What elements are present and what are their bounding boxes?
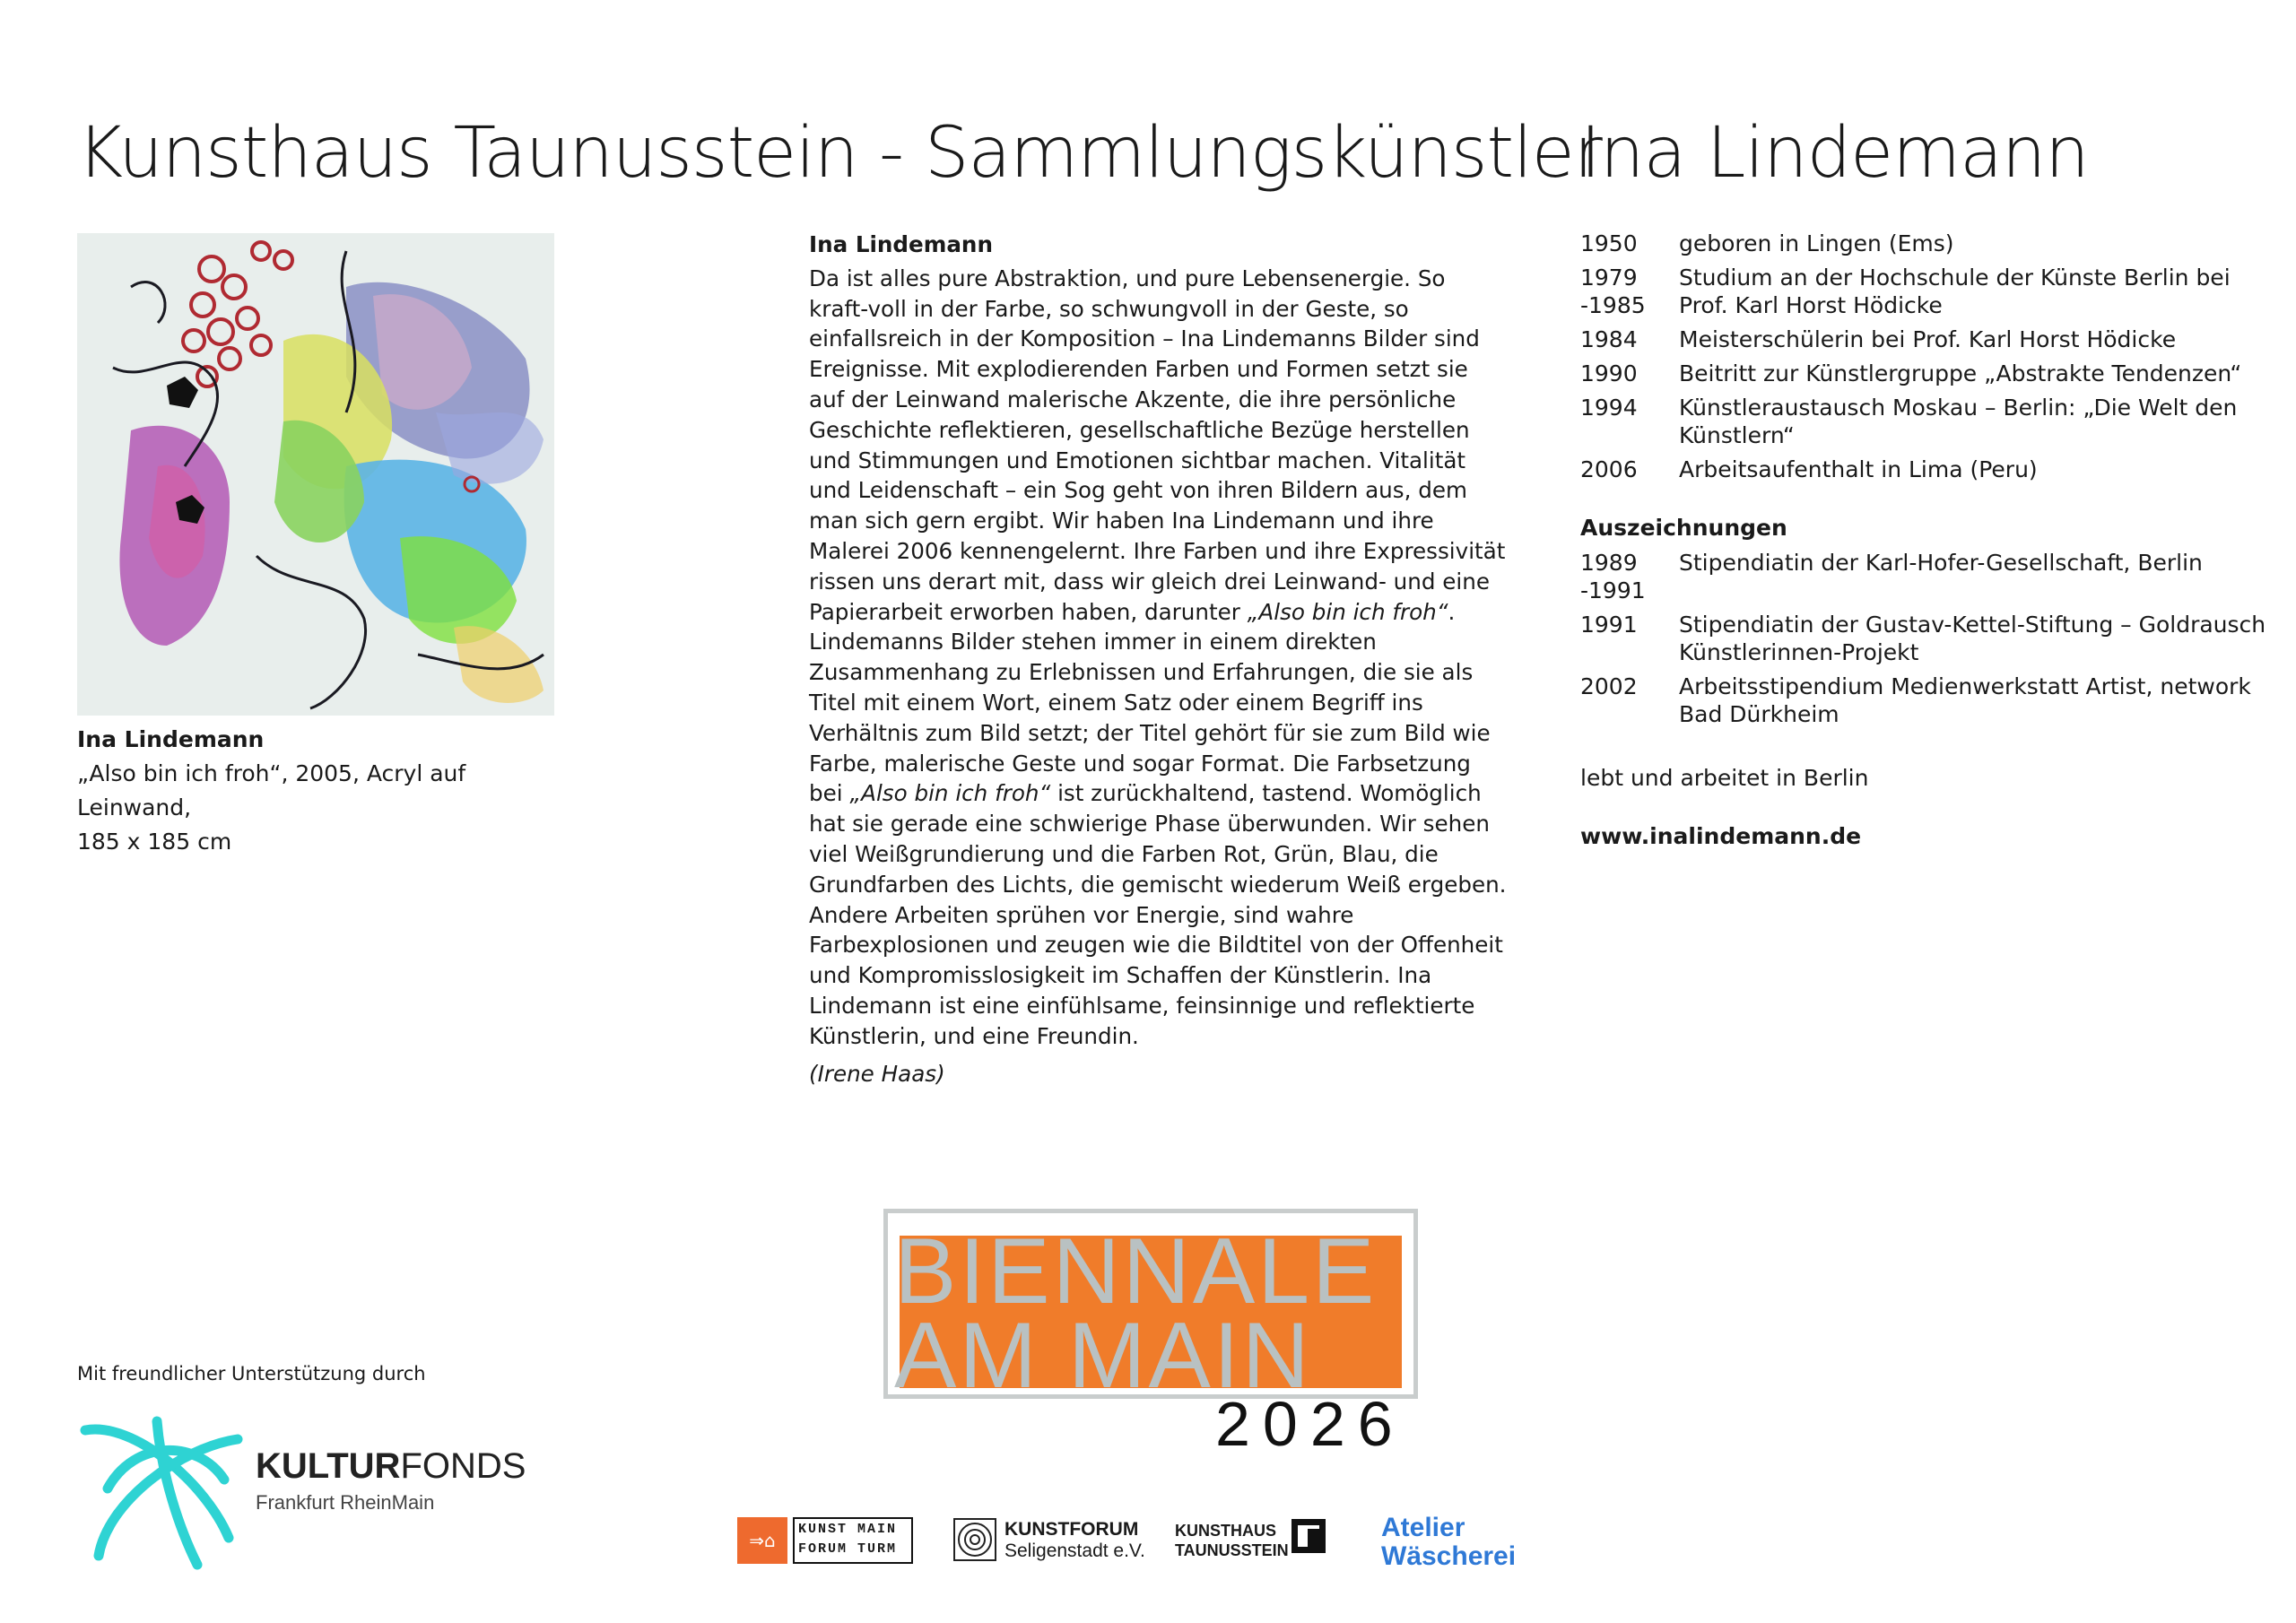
artwork-image xyxy=(77,233,554,716)
bio-year: 2006 xyxy=(1580,456,1638,482)
bio-row xyxy=(1580,230,2280,257)
bio-year: 1994 xyxy=(1580,395,1638,421)
biennale-logo xyxy=(883,1209,1422,1459)
kulturfonds-name: KULTURFONDS xyxy=(256,1446,526,1486)
bio-row xyxy=(1580,673,2280,728)
bio-text: Arbeitsaufenthalt in Lima (Peru) xyxy=(1679,456,2038,482)
bio-row xyxy=(1580,264,2280,319)
bio-year: 1989 -1991 xyxy=(1580,550,1646,603)
kunstmain-logo xyxy=(737,1514,917,1567)
bio-text: geboren in Lingen (Ems) xyxy=(1679,230,1954,256)
bio-year: 1984 xyxy=(1580,326,1638,352)
bio-row xyxy=(1580,360,2280,387)
kulturfonds-logo xyxy=(72,1403,526,1574)
bio-text: Stipendiatin der Karl-Hofer-Gesellschaft, Berlin xyxy=(1679,550,2203,576)
support-note: Mit freundlicher Unterstützung durch xyxy=(77,1363,426,1384)
kulturfonds-sub: Frankfurt RheinMain xyxy=(256,1491,435,1514)
kunsthaus-text: KUNSTHAUS TAUNUSSTEIN xyxy=(1175,1522,1289,1559)
bio-row xyxy=(1580,456,2280,483)
bio-year: 1990 xyxy=(1580,360,1638,386)
bio-row xyxy=(1580,394,2280,449)
kunstforum-logo xyxy=(952,1514,1159,1567)
awards-heading: Auszeichnungen xyxy=(1580,515,1787,541)
kunsthaus-logo xyxy=(1175,1514,1327,1567)
lives-works: lebt und arbeitet in Berlin xyxy=(1580,765,1869,791)
bio-text: Meisterschülerin bei Prof. Karl Horst Hödicke xyxy=(1679,326,2177,352)
kunstforum-icon xyxy=(952,1517,997,1562)
atelier-waescherei-logo: Atelier Wäscherei xyxy=(1381,1513,1517,1571)
bio-row xyxy=(1580,325,2280,353)
kunsthaus-icon xyxy=(1292,1519,1326,1553)
website-link[interactable]: www.inalindemann.de xyxy=(1580,823,1862,849)
caption-artist: Ina Lindemann xyxy=(77,726,265,752)
kulturfonds-icon xyxy=(72,1403,251,1574)
bio-row xyxy=(1580,549,2280,604)
bio-text: Beitritt zur Künstlergruppe „Abstrakte Tendenzen“ xyxy=(1679,360,2242,386)
biography xyxy=(1580,230,2280,850)
essay xyxy=(809,230,1509,1089)
kunstmain-box: KUNST MAIN FORUM TURM xyxy=(793,1517,913,1564)
bio-year: 1979 -1985 xyxy=(1580,265,1646,318)
kunstforum-text: KUNSTFORUM Seligenstadt e.V. xyxy=(1004,1519,1145,1561)
biennale-line1: BIENNALE xyxy=(894,1219,1378,1324)
essay-credit: (Irene Haas) xyxy=(809,1060,945,1087)
bio-text: Studium an der Hochschule der Künste Berlin bei Prof. Karl Horst Hödicke xyxy=(1679,265,2231,318)
bio-text: Arbeitsstipendium Medienwerkstatt Artist, network Bad Dürkheim xyxy=(1679,673,2251,727)
biennale-year: 2026 xyxy=(1215,1389,1405,1459)
kunstmain-icon: ⇒⌂ xyxy=(737,1517,787,1564)
caption-line: 185 x 185 cm xyxy=(77,829,232,855)
biennale-line2: AM MAIN xyxy=(894,1304,1312,1408)
caption-line: „Also bin ich froh“, 2005, Acryl auf Leinwand, xyxy=(77,760,466,820)
artist-title: Ina Lindemann xyxy=(1580,113,2089,194)
artwork-caption xyxy=(77,723,579,859)
essay-body: Da ist alles pure Abstraktion, und pure Lebensenergie. So kraft-voll in der Farbe, so schwungvoll in der Geste, so einfallsreich in der Komposition – Ina Lindemanns Bilder sind Ereignisse. Mit explodierenden Farben und Formen setzt sie auf der Leinwand malerische Akzente, die ihre persönliche Geschichte reflektieren, gesellschaftliche Bezüge herstellen und Stimmungen und Emotionen sichtbar machen. Vitalität und Leidenschaft – ein Sog geht von ihren Bildern aus, dem man sich gern ergibt. Wir haben Ina Lindemann und ihre Malerei 2006 kennengelernt. Ihre Farben und ihre Expressivität rissen uns derart mit, dass wir gleich drei Leinwand- und eine Papierarbeit erworben haben, darunter „Also bin ich froh“. Lindemanns Bilder stehen immer in einem direkten Zusammenhang zu Erlebnissen und Erfahrungen, die sie als Titel mit einem Wort, einem Satz oder einem Begriff ins Verhältnis zum Bild setzt; der Titel gehört für sie zum Bild wie Farbe, malerische Geste und sogar Format. Die Farbsetzung bei „Also bin ich froh“ ist zurückhaltend, tastend. Womöglich hat sie gerade eine schwierige Phase überwunden. Wir sehen viel Weißgrundierung und die Farben Rot, Grün, Blau, die Grundfarben des Lichts, die gemischt wiederum Weiß ergeben. Andere Arbeiten sprühen vor Energie, sind wahre Farbexplosionen und zeugen wie die Bildtitel von der Offenheit und Kompromisslosigkeit im Schaffen der Künstlerin. Ina Lindemann ist eine einfühlsame, feinsinnige und reflektierte Künstlerin, und eine Freundin. xyxy=(809,265,1507,1049)
bio-year: 1991 xyxy=(1580,612,1638,638)
bio-text: Stipendiatin der Gustav-Kettel-Stiftung – Goldrausch Künstlerinnen-Projekt xyxy=(1679,612,2266,665)
page-title: Kunsthaus Taunusstein - Sammlungskünstler xyxy=(77,113,1602,194)
bio-text: Künstleraustausch Moskau – Berlin: „Die Welt den Künstlern“ xyxy=(1679,395,2238,448)
bio-row xyxy=(1580,611,2280,666)
bio-year: 1950 xyxy=(1580,230,1638,256)
essay-heading: Ina Lindemann xyxy=(809,231,993,257)
bio-year: 2002 xyxy=(1580,673,1638,699)
